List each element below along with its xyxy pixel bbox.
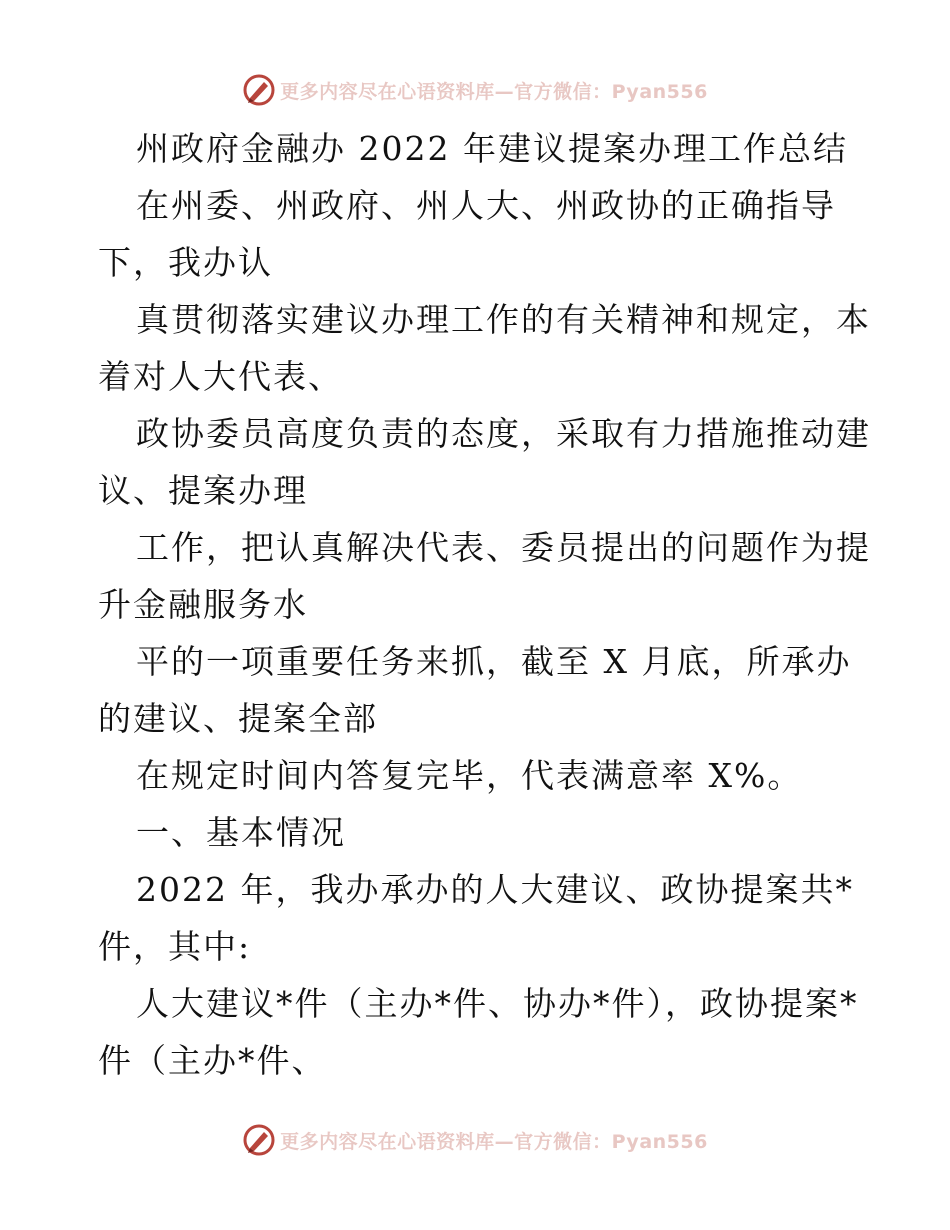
- text-line: 议、提案办理: [98, 471, 308, 510]
- text-line: 一、基本情况: [136, 813, 346, 852]
- text-line: 人大建议*件（主办*件、协办*件），政协提案*: [136, 984, 859, 1023]
- text-line: 件（主办*件、: [98, 1041, 327, 1080]
- watermark-text: 更多内容尽在心语资料库—官方微信：Pyan556: [280, 80, 708, 103]
- text-line: 州政府金融办 2022 年建议提案办理工作总结: [136, 129, 848, 168]
- text-line: 真贯彻落实建议办理工作的有关精神和规定，本: [136, 300, 871, 339]
- text-line: 2022 年，我办承办的人大建议、政协提案共*: [136, 870, 854, 909]
- text-line: 的建议、提案全部: [98, 699, 378, 738]
- pen-logo-icon: [242, 1123, 276, 1157]
- text-line: 在州委、州政府、州人大、州政协的正确指导: [136, 186, 836, 225]
- text-line: 政协委员高度负责的态度，采取有力措施推动建: [136, 414, 871, 453]
- watermark-banner-top: [0, 68, 950, 112]
- pen-logo-icon: [242, 73, 276, 107]
- text-line: 工作，把认真解决代表、委员提出的问题作为提: [136, 528, 871, 567]
- document-body: [98, 120, 871, 1089]
- text-line: 平的一项重要任务来抓，截至 X 月底，所承办: [136, 642, 852, 681]
- text-line: 下，我办认: [98, 243, 273, 282]
- text-line: 着对人大代表、: [98, 357, 343, 396]
- text-line: 升金融服务水: [98, 585, 308, 624]
- watermark-text: 更多内容尽在心语资料库—官方微信：Pyan556: [280, 1130, 708, 1153]
- text-line: 在规定时间内答复完毕，代表满意率 X%。: [136, 756, 803, 795]
- text-line: 件，其中:: [98, 927, 252, 966]
- watermark-banner-bottom: [0, 1118, 950, 1162]
